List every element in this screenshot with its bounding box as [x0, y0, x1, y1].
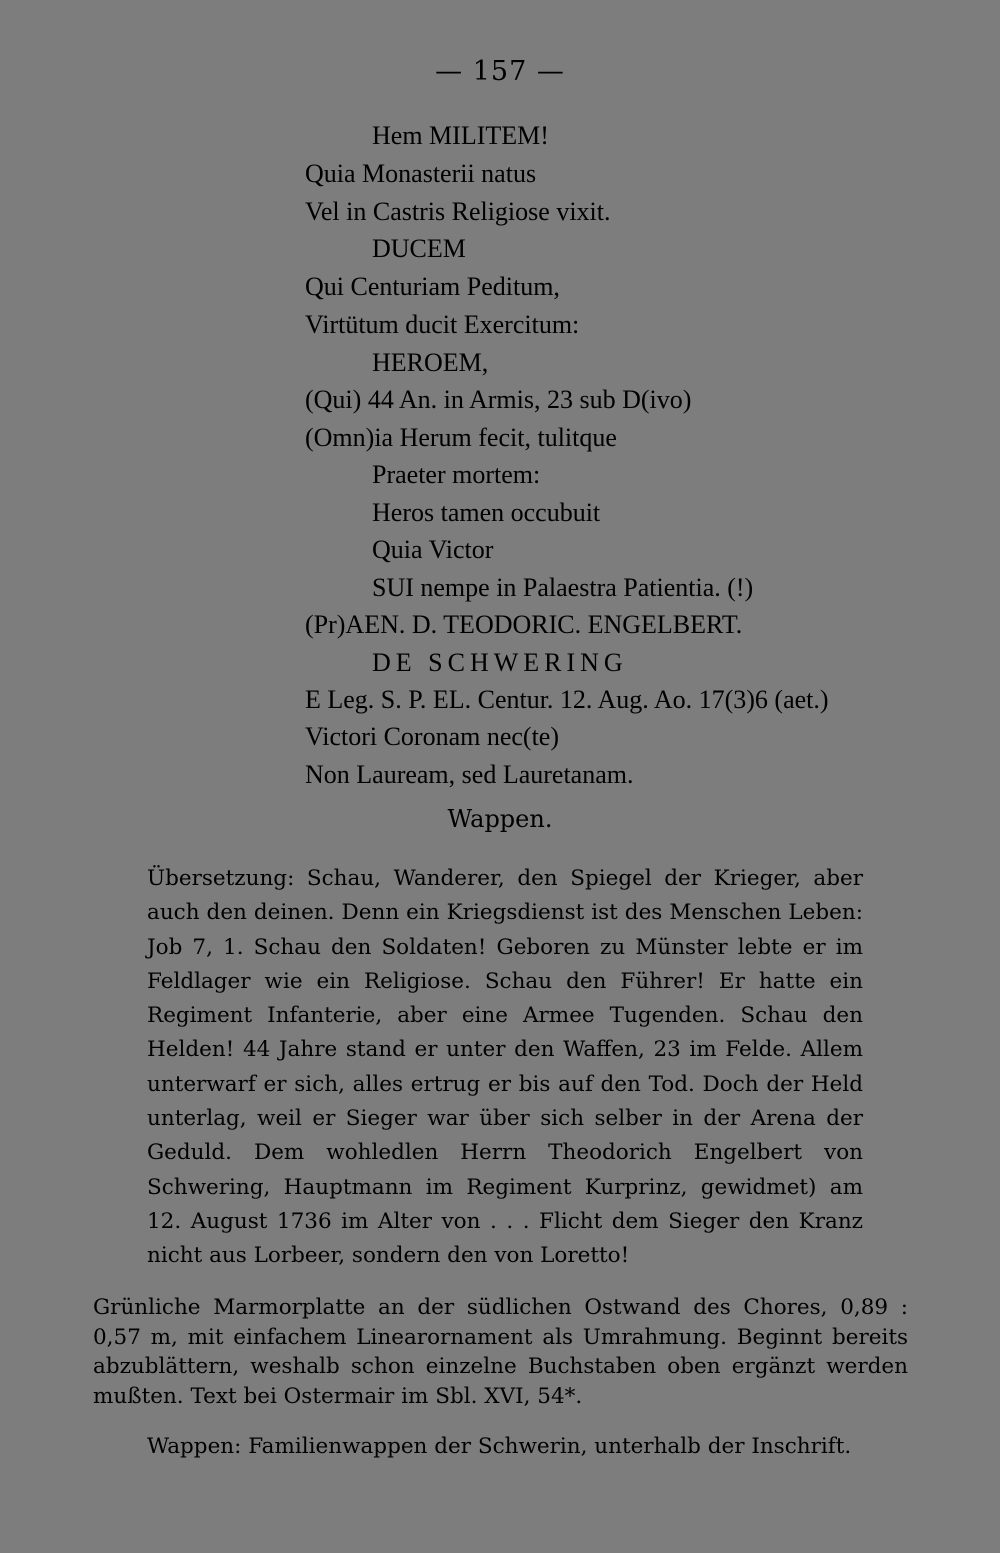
inscription-line: Non Lauream, sed Lauretanam.	[305, 760, 634, 789]
inscription-line: Hem MILITEM!	[372, 121, 549, 150]
inscription-line: (Pr)AEN. D. TEODORIC. ENGELBERT.	[305, 610, 743, 639]
translation-paragraph: Übersetzung: Schau, Wanderer, den Spiegel der Krieger, aber auch den deinen. Denn ein Kriegsdienst ist des Menschen Leben: Job 7, 1. Schau den Soldaten! Geboren zu Münster lebte er im Feldlager wie ein Religiose. Schau den Führer! Er hatte ein Regiment Infanterie, aber eine Armee Tugenden. Schau den Helden! 44 Jahre stand er unter den Waffen, 23 im Felde. Allem unterwarf er sich, alles ertrug er bis auf den Tod. Doch der Held unterlag, weil er Sieger war über sich selber in der Arena der Geduld. Dem wohledlen Herrn Theodorich Engelbert von Schwering, Hauptmann im Regiment Kurprinz, gewidmet) am 12. August 1736 im Alter von . . . Flicht dem Sieger den Kranz nicht aus Lorbeer, sondern den von Loretto!	[147, 866, 863, 1269]
inscription-line: DUCEM	[372, 234, 466, 263]
inscription-line: SUI nempe in Palaestra Patientia. (!)	[372, 573, 754, 602]
wappen-note: Wappen: Familienwappen der Schwerin, unterhalb der Inschrift.	[147, 1434, 852, 1459]
page-number: — 157 —	[435, 56, 565, 87]
inscription-line: Quia Victor	[372, 535, 494, 564]
wappen-caption: Wappen.	[447, 805, 553, 833]
inscription-line: Vel in Castris Religiose vixit.	[305, 197, 611, 226]
inscription-line: Victori Coronam nec(te)	[305, 722, 560, 751]
inscription-line: DE SCHWERING	[372, 648, 628, 677]
inscription-line: HEROEM,	[372, 348, 489, 377]
inscription-line: Qui Centuriam Peditum,	[305, 272, 560, 301]
inscription-line: Quia Monasterii natus	[305, 159, 537, 188]
inscription-line: Heros tamen occubuit	[372, 498, 601, 527]
inscription-line: E Leg. S. P. EL. Centur. 12. Aug. Ao. 17(3)6 (aet.)	[305, 685, 829, 714]
inscription-line: (Qui) 44 An. in Armis, 23 sub D(ivo)	[305, 385, 692, 414]
description-paragraph: Grünliche Marmorplatte an der südlichen Ostwand des Chores, 0,89 : 0,57 m, mit einfachem Linearornament als Umrahmung. Beginnt bereits abzublättern, weshalb schon einzelne Buchstaben oben ergänzt werden mußten. Text bei Ostermair im Sbl. XVI, 54*.	[93, 1295, 908, 1409]
inscription-line: Praeter mortem:	[372, 460, 541, 489]
inscription-line: Virtütum ducit Exercitum:	[305, 310, 580, 339]
inscription-line: (Omn)ia Herum fecit, tulitque	[305, 423, 617, 452]
